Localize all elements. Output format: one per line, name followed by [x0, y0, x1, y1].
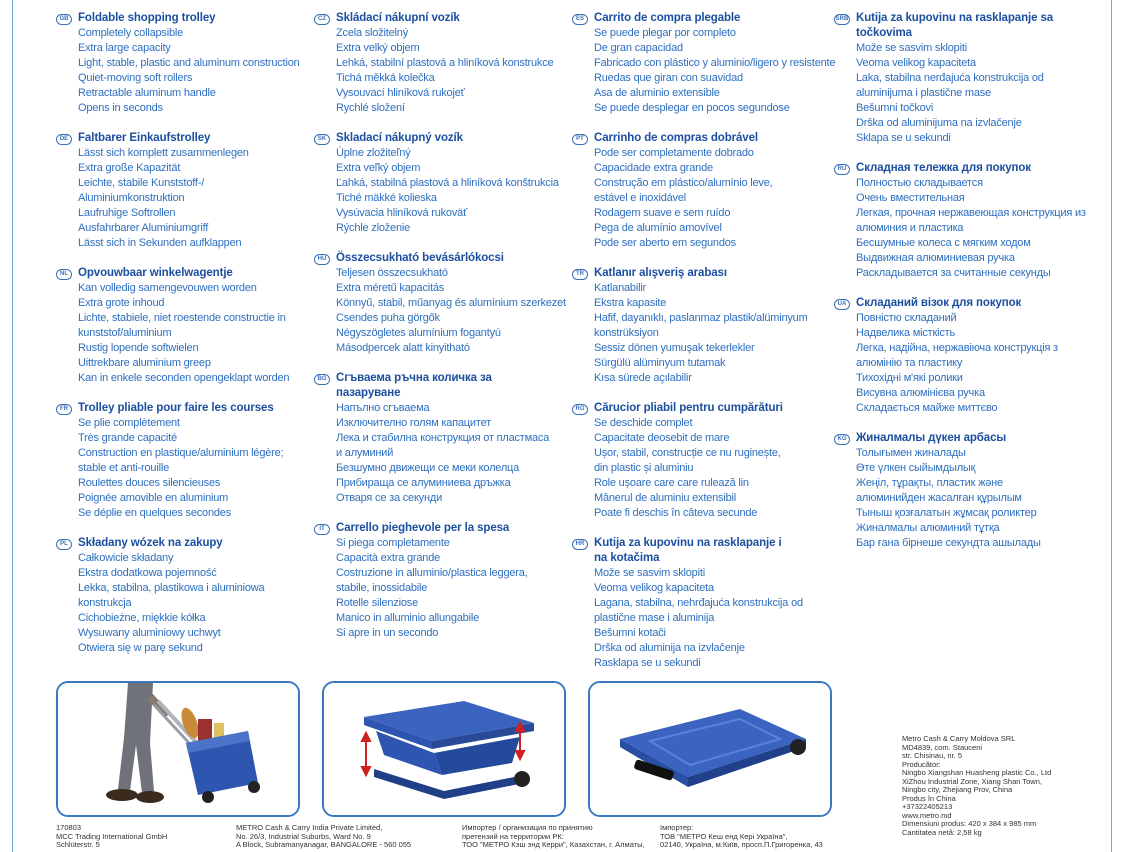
- feature-line: Opens in seconds: [78, 102, 163, 114]
- feature-line: алюминийден жасалған құрылым: [856, 492, 1022, 504]
- feature-line: Uittrekbare aluminium greep: [78, 357, 211, 369]
- feature-line: Ușor, stabil, construcție ce nu ruginește,: [594, 447, 781, 459]
- photo-trolley-in-use: [56, 681, 300, 817]
- feature-line: konstrukcja: [78, 597, 132, 609]
- section-title-line: Carrinho de compras dobrável: [594, 132, 758, 144]
- feature-line: Capacitate deosebit de mare: [594, 432, 730, 444]
- feature-line: Rotelle silenziose: [336, 597, 418, 609]
- language-code-badge: PL: [56, 539, 72, 550]
- feature-line: Costruzione in alluminio/plastica leggera,: [336, 567, 528, 579]
- feature-line: Бесшумные колеса с мягким ходом: [856, 237, 1031, 249]
- feature-line: Extra große Kapazität: [78, 162, 181, 174]
- language-section-tr: [572, 266, 834, 386]
- section-title-line: Kutija za kupovinu na rasklapanje i: [594, 537, 782, 549]
- column-1: [56, 11, 318, 671]
- section-title: [78, 11, 215, 26]
- feature-line: De gran capacidad: [594, 42, 683, 54]
- feature-line: Kısa sürede açılabilir: [594, 372, 692, 384]
- left-fold-line: [12, 0, 13, 852]
- language-code-badge: KG: [834, 434, 850, 445]
- feature-line: Kan in enkele seconden opengeklapt worden: [78, 372, 290, 384]
- section-title: [594, 266, 727, 281]
- feature-line: konstrüksiyon: [594, 327, 659, 339]
- folding-trolley-image: [324, 683, 564, 815]
- feature-line: Ekstra kapasite: [594, 297, 667, 309]
- feature-line: Drška od aluminijuma na izvlačenje: [856, 117, 1022, 129]
- folded-trolley-image: [590, 683, 830, 815]
- feature-line: Fabricado con plástico y aluminio/ligero y resistente: [594, 57, 836, 69]
- footer-line: Імпортер:: [660, 823, 694, 832]
- section-title-line: točkovima: [856, 27, 912, 39]
- footer-line: Ningbo Xiangshan Huasheng plastic Co., Ltd: [902, 768, 1052, 777]
- feature-line: Wysuwany aluminiowy uchwyt: [78, 627, 221, 639]
- language-code-badge: FR: [56, 404, 72, 415]
- footer-line: Schlüterstr. 5: [56, 840, 100, 849]
- section-title-line: Składany wózek na zakupy: [78, 537, 223, 549]
- footer-line: www.metro.md: [902, 810, 952, 820]
- section-title: [594, 131, 758, 146]
- language-code-badge: HU: [314, 254, 330, 265]
- language-section-fr: [56, 401, 318, 521]
- footer-address-metro-kazakhstan: [462, 824, 645, 850]
- feature-line: Lagana, stabilna, nehrđajuća konstrukcija od: [594, 597, 803, 609]
- section-title: [594, 536, 782, 566]
- section-title-line: Kutija za kupovinu na rasklapanje sa: [856, 12, 1054, 24]
- language-code-badge: UA: [834, 299, 850, 310]
- footer-line: Ningbo city, Zhejiang Prov, China: [902, 785, 1013, 794]
- language-code-badge: SRB: [834, 14, 850, 25]
- language-code-badge: ES: [572, 14, 588, 25]
- feature-line: Extra méretű kapacitás: [336, 282, 445, 294]
- language-section-gb: [56, 11, 318, 116]
- language-section-hr: [572, 536, 834, 671]
- feature-line: kunststof/aluminium: [78, 327, 172, 339]
- section-title: [856, 11, 1053, 41]
- section-title-line: Сгъваема ръчна количка за: [336, 372, 492, 384]
- feature-line: Katlanabilir: [594, 282, 647, 294]
- feature-line: Lichte, stabiele, niet roestende constructie in: [78, 312, 286, 324]
- feature-line: Очень вместительная: [856, 192, 965, 204]
- section-title-line: Складная тележка для покупок: [856, 162, 1031, 174]
- feature-line: Mânerul de aluminiu extensibil: [594, 492, 736, 504]
- feature-line: Construction en plastique/aluminium légère;: [78, 447, 284, 459]
- feature-line: Leichte, stabile Kunststoff-/: [78, 177, 205, 189]
- right-fold-line: [1111, 0, 1112, 852]
- feature-line: Roulettes douces silencieuses: [78, 477, 221, 489]
- footer-line: +37322405213: [902, 802, 953, 811]
- footer-line: str. Chisinau, nr. 5: [902, 751, 963, 760]
- section-title: [78, 131, 210, 146]
- feature-line: Rustig lopende softwielen: [78, 342, 199, 354]
- feature-line: Sessiz dönen yumuşak tekerlekler: [594, 342, 755, 354]
- feature-line: Kan volledig samengevouwen worden: [78, 282, 257, 294]
- feature-line: Extra veľký objem: [336, 162, 421, 174]
- language-code-badge: TR: [572, 269, 588, 280]
- feature-line: Otwiera się w parę sekund: [78, 642, 203, 654]
- feature-line: Laufruhige Softrollen: [78, 207, 176, 219]
- feature-line: Se puede desplegar en pocos segundose: [594, 102, 790, 114]
- footer-line: 170803: [56, 823, 82, 832]
- feature-line: Rodagem suave e sem ruído: [594, 207, 731, 219]
- feature-line: Se plie complètement: [78, 417, 180, 429]
- feature-line: Se puede plegar por completo: [594, 27, 736, 39]
- language-code-badge: IT: [314, 524, 330, 535]
- section-title: [856, 296, 1021, 311]
- feature-line: Laka, stabilna nerđajuća konstrukcija od: [856, 72, 1044, 84]
- feature-line: Aluminiumkonstruktion: [78, 192, 185, 204]
- section-title-line: Складаний візок для покупок: [856, 297, 1022, 309]
- language-section-nl: [56, 266, 318, 386]
- feature-line: Si apre in un secondo: [336, 627, 439, 639]
- feature-line: Раскладывается за считанные секунды: [856, 267, 1051, 279]
- section-title-line: Trolley pliable pour faire les courses: [78, 402, 274, 414]
- footer-address-metro-india: [236, 824, 411, 850]
- feature-line: Pega de alumínio amovível: [594, 222, 722, 234]
- section-title-line: Carrito de compra plegable: [594, 12, 741, 24]
- column-4: [834, 11, 1096, 566]
- feature-line: Повністю складаний: [856, 312, 957, 324]
- language-code-badge: GB: [56, 14, 72, 25]
- feature-line: Тихохідні м'які ролики: [856, 372, 963, 384]
- feature-line: Très grande capacité: [78, 432, 177, 444]
- language-section-bg: [314, 371, 576, 506]
- photo-trolley-folded: [588, 681, 832, 817]
- language-code-badge: RO: [572, 404, 588, 415]
- section-title: [856, 431, 1006, 446]
- feature-line: Напълно сгъваема: [336, 402, 430, 414]
- footer-line: Metro Cash & Carry Moldova SRL: [902, 734, 1016, 743]
- language-section-es: [572, 11, 834, 116]
- feature-line: Extra velký objem: [336, 42, 420, 54]
- language-section-sk: [314, 131, 576, 236]
- feature-line: Ausfahrbarer Aluminiumgriff: [78, 222, 209, 234]
- column-2: [314, 11, 576, 656]
- feature-line: Pode ser completamente dobrado: [594, 147, 754, 159]
- feature-line: Sklapa se u sekundi: [856, 132, 951, 144]
- feature-line: Cichobieżne, miękkie kółka: [78, 612, 206, 624]
- section-title: [336, 11, 460, 26]
- feature-line: Könnyű, stabil, műanyag és alumínium szerkezet: [336, 297, 566, 309]
- feature-line: и алуминий: [336, 447, 394, 459]
- section-title-line: Foldable shopping trolley: [78, 12, 216, 24]
- feature-line: Može se sasvim sklopiti: [856, 42, 967, 54]
- section-title-line: Carrello pieghevole per la spesa: [336, 522, 510, 534]
- footer-address-metro-mcc: [56, 824, 167, 850]
- feature-line: Bešumni kotači: [594, 627, 666, 639]
- section-title: [336, 251, 504, 266]
- footer-line: XiZhou Industrial Zone, Xiang Shan Town,: [902, 776, 1042, 786]
- language-code-badge: CZ: [314, 14, 330, 25]
- feature-line: Capacidade extra grande: [594, 162, 713, 174]
- language-section-srb: [834, 11, 1096, 146]
- feature-line: Sürgülü alüminyum tutamak: [594, 357, 726, 369]
- feature-line: plastične mase i aluminija: [594, 612, 715, 624]
- feature-line: Өте үлкен сыйымдылық: [856, 462, 976, 474]
- feature-line: Безшумно движещи се меки колелца: [336, 462, 520, 474]
- feature-line: Se deschide complet: [594, 417, 693, 429]
- feature-line: алюминия и пластика: [856, 222, 964, 234]
- section-title: [78, 536, 223, 551]
- section-title-line: Katlanır alışveriş arabası: [594, 267, 727, 279]
- feature-line: Прибираща се алуминиева дръжка: [336, 477, 511, 489]
- feature-line: Całkowicie składany: [78, 552, 174, 564]
- footer-line: 02140, Україна, м.Київ, просп.П.Григоренка, 43: [660, 840, 823, 849]
- language-section-kg: [834, 431, 1096, 551]
- feature-line: Толығымен жиналады: [856, 447, 966, 459]
- feature-line: Легкая, прочная нержавеющая конструкция из: [856, 207, 1086, 219]
- feature-line: Zcela složitelný: [336, 27, 408, 39]
- feature-line: stabile, inossidabile: [336, 582, 428, 594]
- feature-line: Легка, надійна, нержавіюча конструкція з: [856, 342, 1058, 354]
- feature-line: Si piega completamente: [336, 537, 450, 549]
- section-title: [336, 131, 463, 146]
- language-code-badge: BG: [314, 374, 330, 385]
- feature-line: Bešumni točkovi: [856, 102, 934, 114]
- feature-line: Тыныш қозғалатын жұмсақ роликтер: [856, 507, 1037, 519]
- language-code-badge: PT: [572, 134, 588, 145]
- feature-line: Poignée amovible en aluminium: [78, 492, 229, 504]
- feature-line: Se déplie en quelques secondes: [78, 507, 232, 519]
- feature-line: Role ușoare care care rulează lin: [594, 477, 749, 489]
- feature-line: алюмінію та пластику: [856, 357, 963, 369]
- language-code-badge: HR: [572, 539, 588, 550]
- language-section-it: [314, 521, 576, 641]
- feature-line: Лека и стабилна конструкция от пластмаса: [336, 432, 550, 444]
- language-code-badge: DE: [56, 134, 72, 145]
- section-title: [78, 401, 274, 416]
- feature-line: Teljesen összecsukható: [336, 267, 448, 279]
- feature-line: Lässt sich in Sekunden aufklappen: [78, 237, 242, 249]
- feature-line: Бар ғана бірнеше секундта ашылады: [856, 537, 1041, 549]
- footer-address-metro-ukraine: [660, 824, 823, 850]
- section-title-line: Жиналмалы дүкен арбасы: [856, 432, 1007, 444]
- feature-line: Light, stable, plastic and aluminum construction: [78, 57, 300, 69]
- feature-line: Жеңіл, тұрақты, пластик және: [856, 477, 1003, 489]
- feature-line: Жиналмалы алюминий тұтқа: [856, 522, 1000, 534]
- feature-line: Висувна алюмінієва ручка: [856, 387, 985, 399]
- feature-line: Manico in alluminio allungabile: [336, 612, 479, 624]
- footer-line: No. 26/3, Industrial Suburbs, Ward No. 9: [236, 831, 371, 841]
- feature-line: Rychlé složení: [336, 102, 405, 114]
- language-section-pt: [572, 131, 834, 251]
- feature-line: Úplne zložiteľný: [336, 147, 411, 159]
- section-title: [594, 401, 783, 416]
- section-title: [336, 371, 492, 401]
- language-code-badge: NL: [56, 269, 72, 280]
- feature-line: Tichá měkká kolečka: [336, 72, 435, 84]
- feature-line: stable et anti-rouille: [78, 462, 169, 474]
- feature-line: Négyszögletes alumínium fogantyú: [336, 327, 501, 339]
- feature-line: Veoma velikog kapaciteta: [856, 57, 976, 69]
- footer-address-metro-moldova: [902, 735, 1051, 837]
- feature-line: Retractable aluminum handle: [78, 87, 216, 99]
- feature-line: Lekka, stabilna, plastikowa i aluminiowa: [78, 582, 265, 594]
- language-code-badge: RU: [834, 164, 850, 175]
- footer-line: претензий на территории РК:: [462, 831, 564, 841]
- footer-line: MD4839, com. Stauceni: [902, 742, 983, 752]
- footer-line: ТОВ "МЕТРО Кеш енд Кері Україна",: [660, 831, 788, 841]
- feature-line: Rasklapa se u sekundi: [594, 657, 701, 669]
- feature-line: Veoma velikog kapaciteta: [594, 582, 714, 594]
- feature-line: Quiet-moving soft rollers: [78, 72, 193, 84]
- feature-line: Másodpercek alatt kinyitható: [336, 342, 470, 354]
- footer-line: Dimensiuni produs: 420 x 384 x 985 mm: [902, 819, 1037, 828]
- language-code-badge: SK: [314, 134, 330, 145]
- section-title-line: Cărucior pliabil pentru cumpărături: [594, 402, 783, 414]
- photo-trolley-folding: [322, 681, 566, 817]
- feature-line: estável e inoxidável: [594, 192, 687, 204]
- feature-line: Складається майже миттєво: [856, 402, 998, 414]
- feature-line: Capacità extra grande: [336, 552, 441, 564]
- feature-line: Completely collapsible: [78, 27, 184, 39]
- section-title: [594, 11, 740, 26]
- feature-line: Lässt sich komplett zusammenlegen: [78, 147, 249, 159]
- language-section-cz: [314, 11, 576, 116]
- person-pulling-trolley-image: [58, 683, 298, 815]
- feature-line: din plastic și aluminiu: [594, 462, 694, 474]
- language-section-ua: [834, 296, 1096, 416]
- section-title-line: Összecsukható bevásárlókocsi: [336, 252, 504, 264]
- footer-line: Cantitatea netă: 2,58 kg: [902, 827, 982, 837]
- footer-line: Producător:: [902, 759, 941, 769]
- footer-line: Импортер / организация по принятию: [462, 823, 593, 832]
- feature-line: Tiché mäkké kolieska: [336, 192, 437, 204]
- feature-line: Надвелика місткість: [856, 327, 956, 339]
- section-title: [78, 266, 233, 281]
- footer-line: METRO Cash & Carry India Private Limited,: [236, 823, 383, 832]
- feature-line: Vysouvací hliníková rukojeť: [336, 87, 465, 99]
- feature-line: Asa de aluminio extensible: [594, 87, 720, 99]
- feature-line: aluminijuma i plastične mase: [856, 87, 992, 99]
- language-section-ru: [834, 161, 1096, 281]
- feature-line: Ruedas que giran con suavidad: [594, 72, 743, 84]
- feature-line: Полностью складывается: [856, 177, 983, 189]
- feature-line: Drška od aluminija na izvlačenje: [594, 642, 745, 654]
- language-section-ro: [572, 401, 834, 521]
- feature-line: Csendes puha görgők: [336, 312, 440, 324]
- feature-line: Poate fi deschis în câteva secunde: [594, 507, 758, 519]
- language-section-pl: [56, 536, 318, 656]
- language-section-hu: [314, 251, 576, 356]
- section-title-line: Opvouwbaar winkelwagentje: [78, 267, 233, 279]
- section-title-line: Skládací nákupní vozík: [336, 12, 460, 24]
- feature-line: Отваря се за секунди: [336, 492, 443, 504]
- feature-line: Lehká, stabilní plastová a hliníková konstrukce: [336, 57, 554, 69]
- feature-line: Construção em plástico/alumínio leve,: [594, 177, 773, 189]
- feature-line: Изключително голям капацитет: [336, 417, 491, 429]
- column-3: [572, 11, 834, 686]
- feature-line: Rýchle zloženie: [336, 222, 411, 234]
- section-title-line: Skladací nákupný vozík: [336, 132, 463, 144]
- feature-line: Выдвижная алюминиевая ручка: [856, 252, 1015, 264]
- section-title: [856, 161, 1031, 176]
- feature-line: Hafif, dayanıklı, paslanmaz plastik/alüminyum: [594, 312, 808, 324]
- footer-line: MCC Trading International GmbH: [56, 831, 168, 841]
- section-title: [336, 521, 509, 536]
- feature-line: Može se sasvim sklopiti: [594, 567, 705, 579]
- language-section-de: [56, 131, 318, 251]
- feature-line: Ľahká, stabilná plastová a hliníková konštrukcia: [336, 177, 559, 189]
- feature-line: Pode ser aberto em segundos: [594, 237, 736, 249]
- section-title-line: пазаруване: [336, 387, 401, 399]
- footer-line: A Block, Subramanyanagar, BANGALORE - 560 055: [236, 840, 412, 849]
- feature-line: Vysúvacia hliníková rukoväť: [336, 207, 467, 219]
- feature-line: Extra large capacity: [78, 42, 171, 54]
- feature-line: Extra grote inhoud: [78, 297, 165, 309]
- section-title-line: na kotačima: [594, 552, 660, 564]
- feature-line: Ekstra dodatkowa pojemność: [78, 567, 217, 579]
- footer-line: ТОО "МЕТРО Кэш энд Керри", Казахстан, г. Алматы,: [462, 840, 645, 849]
- section-title-line: Faltbarer Einkaufstrolley: [78, 132, 211, 144]
- footer-line: Produs în China: [902, 793, 956, 803]
